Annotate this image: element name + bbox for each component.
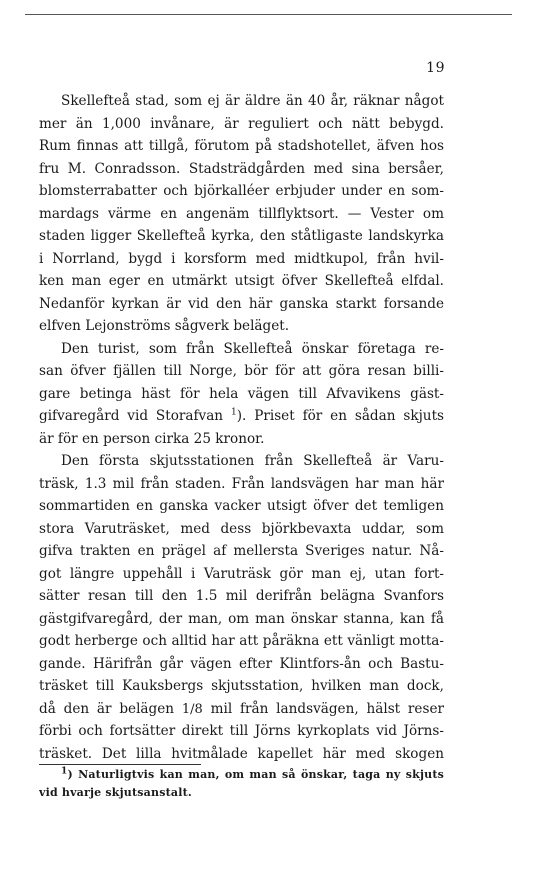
text-line: Den turist, som från Skellefteå önskar företaga re- bbox=[61, 340, 444, 357]
text-line: träsket till Kauksbergs skjutsstation, hvilken man dock, bbox=[39, 678, 444, 694]
text-line-with-footnote bbox=[39, 405, 444, 428]
text-line: mardags värme en angenäm tillflyktsort. — Vester om bbox=[39, 205, 444, 222]
text-line: är för en person cirka 25 kronor. bbox=[39, 430, 265, 447]
text-line: godt herberge och alltid har att påräkna ett vänligt motta- bbox=[39, 633, 444, 649]
text-line: ken man eger en utmärkt utsigt öfver Skellefteå elfdal. bbox=[39, 273, 444, 289]
text-segment: gifvaregård vid Storafvan bbox=[39, 408, 224, 424]
text-line: Nedanför kyrkan är vid den här ganska starkt forsande bbox=[39, 295, 444, 312]
footnote-line bbox=[39, 766, 444, 784]
text-line: stora Varuträsket, med dess björkbevaxta uddar, som bbox=[39, 520, 444, 537]
footnote-divider bbox=[39, 764, 201, 765]
footnote-reference: 1 bbox=[230, 407, 237, 418]
text-line: blomsterrabatter och björkalléer erbjuder under en som- bbox=[39, 183, 444, 199]
text-line: gifva trakten en prägel af mellersta Sveriges natur. Nå- bbox=[39, 543, 444, 559]
text-line-with-fraction bbox=[39, 698, 444, 721]
text-line: Rum finnas att tillgå, förutom på stadshotellet, äfven hos bbox=[39, 138, 444, 154]
text-segment: då den är belägen bbox=[39, 700, 175, 717]
text-line: gande. Härifrån går vägen efter Klintfors-ån och Bastu- bbox=[39, 655, 444, 672]
page-number: 19 bbox=[426, 60, 445, 76]
footnote-marker: 1 bbox=[61, 766, 68, 777]
text-line: elfven Lejonströms sågverk beläget. bbox=[39, 318, 290, 334]
text-line: träsket. Det lilla hvitmålade kapellet här med skogen bbox=[39, 745, 444, 762]
text-line: Skellefteå stad, som ej är äldre än 40 år, räknar något bbox=[61, 93, 444, 109]
top-edge-rule bbox=[25, 14, 512, 15]
footnote bbox=[39, 766, 444, 802]
text-line: fru M. Conradsson. Stadsträdgården med sina bersåer, bbox=[39, 160, 444, 177]
text-line: mer än 1,000 invånare, är reguliert och nätt bebygd. bbox=[39, 115, 444, 132]
text-line: gästgifvaregård, der man, om man önskar stanna, kan få bbox=[39, 610, 444, 627]
footnote-line: vid hvarje skjutsanstalt. bbox=[39, 786, 192, 799]
body-text bbox=[39, 90, 444, 765]
text-line: Den första skjutsstationen från Skellefteå är Varu- bbox=[61, 453, 444, 469]
text-line: got längre uppehåll i Varuträsk gör man ej, utan fort- bbox=[39, 565, 444, 582]
text-segment: ). Priset för en sådan skjuts bbox=[236, 408, 444, 424]
text-line: sätter resan till den 1.5 mil derifrån belägna Svanfors bbox=[39, 588, 444, 604]
text-line: träsk, 1.3 mil från staden. Från landsvägen har man här bbox=[39, 475, 444, 492]
fraction: 1/8 bbox=[181, 701, 203, 717]
text-line: förbi och fortsätter direkt till Jörns kyrkoplats vid Jörns- bbox=[39, 723, 444, 739]
footnote-text: ) Naturligtvis kan man, om man så önskar, taga ny skjuts bbox=[67, 768, 444, 781]
text-segment: mil från landsvägen, hälst reser bbox=[210, 700, 444, 717]
text-line: gare betinga häst för hela vägen till Afvavikens gäst- bbox=[39, 385, 444, 402]
text-line: sommartiden en ganska vacker utsigt öfver det temligen bbox=[39, 498, 444, 514]
text-line: i Norrland, bygd i korsform med midtkupol, från hvil- bbox=[39, 250, 444, 267]
text-line: staden ligger Skellefteå kyrka, den ståtligaste landskyrka bbox=[39, 228, 444, 244]
text-line: san öfver fjällen till Norge, bör för att göra resan billi- bbox=[39, 363, 444, 379]
